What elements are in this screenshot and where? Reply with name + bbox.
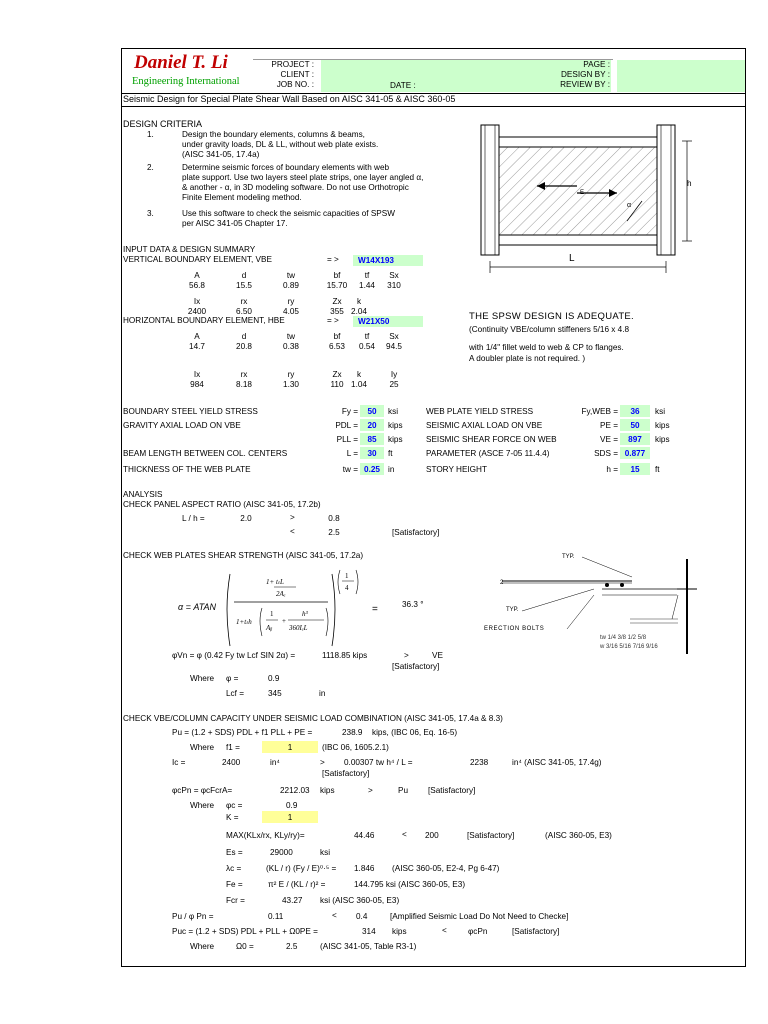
phic-value: 0.9 (286, 801, 298, 810)
vbe-check-title: CHECK VBE/COLUMN CAPACITY UNDER SEISMIC LOAD COMBINATION (AISC 341-05, 17.4a & 8.3) (123, 714, 503, 723)
prop-head: Ix (193, 370, 201, 379)
param-label: SEISMIC AXIAL LOAD ON VBE (426, 421, 543, 430)
prop-head: ry (287, 370, 295, 379)
where-label: Where (190, 743, 215, 752)
svg-text:2: 2 (500, 580, 504, 586)
param-label: PARAMETER (ASCE 7-05 11.4.4) (426, 449, 550, 458)
lt: < (402, 830, 407, 839)
lt: < (442, 926, 447, 935)
lh-value: 2.0 (240, 514, 252, 523)
calculation-sheet (121, 48, 746, 967)
page-field[interactable] (617, 60, 745, 92)
criteria-line: under gravity loads, DL & LL, without web plate exists. (182, 140, 379, 149)
alpha-value: 36.3 ° (402, 600, 424, 609)
param-unit: kips (388, 435, 403, 444)
f1-reference: (IBC 06, 1605.2.1) (322, 743, 389, 752)
vbe-section-value: W14X193 (358, 256, 394, 265)
es-value: 29000 (270, 848, 293, 857)
param-value: 36 (630, 407, 640, 416)
prop-value: 310 (387, 281, 401, 290)
prop-value: 1.44 (359, 281, 375, 290)
slenderness-equation: MAX(KLx/rx, KLy/ry)= (226, 831, 305, 840)
prop-value: 6.53 (329, 342, 345, 351)
puc-value: 314 (362, 927, 376, 936)
ratio-value: 0.11 (268, 912, 284, 921)
param-value: 20 (367, 421, 377, 430)
alpha-equation: α = ATAN (178, 602, 217, 612)
prop-value: 0.38 (283, 342, 299, 351)
param-unit: ft (388, 449, 393, 458)
result-line: (Continuity VBE/column stiffeners 5/16 x 4.8 (469, 325, 630, 334)
param-unit: ksi (388, 407, 399, 416)
prop-head: bf (333, 332, 341, 341)
param-unit: kips (655, 421, 670, 430)
param-value: 0.877 (624, 449, 646, 458)
param-symbol: h = (606, 465, 618, 474)
page-label: PAGE : (583, 60, 610, 69)
svg-text:360IₑL: 360IₑL (289, 624, 308, 632)
param-label: BOUNDARY STEEL YIELD STRESS (123, 407, 258, 416)
param-unit: in (388, 465, 395, 474)
lambda-reference: (AISC 360-05, E2-4, Pg 6-47) (392, 864, 500, 873)
criteria-num: 3. (147, 209, 154, 218)
jobno-label: JOB NO. : (276, 80, 314, 89)
kips-unit: kips (392, 927, 407, 936)
ic-label: Ic = (172, 758, 186, 767)
svg-text:TYP.: TYP. (562, 554, 575, 560)
aspect-title: CHECK PANEL ASPECT RATIO (AISC 341-05, 17.2b) (123, 500, 321, 509)
prop-head: Ix (193, 297, 201, 306)
prop-head: Sx (389, 332, 399, 341)
svg-text:h³: h³ (302, 610, 308, 618)
weld-table-tw: tw 1/4 3/8 1/2 5/8 (600, 635, 647, 641)
param-symbol: Fy = (341, 407, 358, 416)
param-symbol: PLL = (336, 435, 358, 444)
prop-value: 20.8 (236, 342, 252, 351)
f1-value: 1 (287, 743, 293, 752)
param-label: GRAVITY AXIAL LOAD ON VBE (123, 421, 241, 430)
param-label: SEISMIC SHEAR FORCE ON WEB (426, 435, 557, 444)
gt: > (290, 513, 295, 522)
lcf-label: Lcf = (226, 689, 244, 698)
satisfactory: [Satisfactory] (428, 786, 476, 795)
pu-reference: kips, (IBC 06, Eq. 16-5) (372, 728, 458, 737)
kips-unit: kips (320, 786, 335, 795)
prop-value: 2400 (187, 307, 207, 316)
designby-label: DESIGN BY : (561, 70, 610, 79)
satisfactory: [Satisfactory] (512, 927, 560, 936)
param-symbol: tw = (342, 465, 358, 474)
prop-head: Sx (389, 271, 399, 280)
prop-head: tf (364, 332, 370, 341)
svg-text:1+ tₜL: 1+ tₜL (266, 578, 284, 586)
alpha-formula-graphic (222, 564, 362, 654)
ic-unit: in⁴ (270, 758, 280, 767)
fe-equation: π² E / (KL / r)² = (268, 880, 326, 889)
where-label: Where (190, 942, 215, 951)
prop-head: tw (286, 271, 296, 280)
prop-head: d (241, 271, 247, 280)
param-unit: kips (655, 435, 670, 444)
ic-reference: in⁴ (AISC 341-05, 17.4g) (512, 758, 602, 767)
project-label: PROJECT : (271, 60, 314, 69)
param-value: 15 (630, 465, 640, 474)
param-symbol: PE = (600, 421, 618, 430)
prop-head: Iy (390, 370, 398, 379)
phivn-value: 1118.85 kips (322, 651, 368, 660)
param-unit: kips (388, 421, 403, 430)
criteria-line: Use this software to check the seismic capacities of SPSW (182, 209, 395, 218)
satisfactory: [Satisfactory] (392, 528, 440, 537)
satisfactory: [Satisfactory] (467, 831, 515, 840)
omega-value: 2.5 (286, 942, 298, 951)
es-label: Es = (226, 848, 243, 857)
erection-bolts-label: ERECTION BOLTS (484, 626, 545, 632)
param-unit: ft (655, 465, 660, 474)
prop-value: 0.54 (359, 342, 375, 351)
k-label: K = (226, 813, 239, 822)
prop-value: 56.8 (189, 281, 205, 290)
svg-text:2Aₑ: 2Aₑ (276, 590, 286, 598)
prop-head: ry (287, 297, 295, 306)
prop-head: k (356, 297, 362, 306)
prop-value: 355 (330, 307, 344, 316)
lcf-value: 345 (268, 689, 282, 698)
fe-value: 144.795 ksi (AISC 360-05, E3) (354, 880, 466, 889)
omega-reference: (AISC 341-05, Table R3-1) (320, 942, 417, 951)
ic-required: 2238 (470, 758, 489, 767)
svg-text:+: + (282, 617, 286, 625)
shear-title: CHECK WEB PLATES SHEAR STRENGTH (AISC 341-05, 17.2a) (123, 551, 364, 560)
prop-head: bf (333, 271, 341, 280)
ic-equation: 0.00307 tw h⁴ / L = (344, 758, 413, 767)
ratio-limit: 0.4 (356, 912, 368, 921)
prop-value: 1.30 (283, 380, 299, 389)
lt: < (332, 911, 337, 920)
ic-value: 2400 (222, 758, 241, 767)
prop-head: Zx (332, 370, 342, 379)
criteria-line: Design the boundary elements, columns & beams, (182, 130, 365, 139)
phi-label: φ = (226, 674, 239, 683)
slenderness-value: 44.46 (354, 831, 375, 840)
company-subtitle: Engineering International (132, 76, 240, 87)
f1-label: f1 = (226, 743, 240, 752)
length-dim-label: L (569, 253, 575, 264)
pu-value: 238.9 (342, 728, 363, 737)
k-value: 1 (287, 813, 293, 822)
param-value: 897 (628, 435, 642, 444)
spsw-frame-diagram (477, 121, 707, 276)
prop-head: d (241, 332, 247, 341)
param-symbol: PDL = (335, 421, 358, 430)
hbe-arrow: = > (327, 316, 339, 325)
fe-label: Fe = (226, 880, 243, 889)
ksi-unit: ksi (320, 848, 331, 857)
header (122, 49, 745, 93)
lambda-value: 1.846 (354, 864, 375, 873)
param-label: WEB PLATE YIELD STRESS (426, 407, 534, 416)
prop-value: 6.50 (236, 307, 252, 316)
plate-connection-detail (482, 549, 712, 659)
input-heading: INPUT DATA & DESIGN SUMMARY (123, 245, 256, 254)
angle-label: α (627, 202, 632, 209)
gt: > (320, 758, 325, 767)
lh-label: L / h = (182, 514, 205, 523)
criteria-heading: DESIGN CRITERIA (123, 119, 203, 129)
result-title: THE SPSW DESIGN IS ADEQUATE. (469, 311, 635, 322)
omega-label: Ω0 = (236, 942, 254, 951)
prop-value: 15.5 (236, 281, 252, 290)
param-value: 30 (367, 449, 377, 458)
prop-value: 984 (190, 380, 204, 389)
where-label: Where (190, 801, 215, 810)
prop-head: A (194, 271, 200, 280)
criteria-line: & another - α, in 3D modeling software. Do not use Orthotropic (182, 183, 409, 192)
criteria-num: 1. (147, 130, 154, 139)
height-dim-label: h (687, 179, 692, 188)
criteria-line: (AISC 341-05, 17.4a) (182, 150, 260, 159)
equals-sign: = (372, 604, 378, 615)
svg-text:1+tₜh: 1+tₜh (236, 618, 252, 626)
prop-head: tw (286, 332, 296, 341)
param-symbol: Fy,WEB = (581, 407, 618, 416)
result-line: A doubler plate is not required. ) (469, 354, 586, 363)
prop-head: rx (240, 297, 248, 306)
param-label: STORY HEIGHT (426, 465, 487, 474)
prop-value: 0.89 (283, 281, 299, 290)
fcr-value: 43.27 (282, 896, 303, 905)
prop-value: 2.04 (351, 307, 367, 316)
svg-text:TYP.: TYP. (506, 607, 519, 613)
prop-value: 25 (389, 380, 399, 389)
fcr-label: Fcr = (226, 896, 245, 905)
criteria-line: Determine seismic forces of boundary elements with web (182, 163, 390, 172)
param-value: 50 (367, 407, 377, 416)
lh-min: 0.8 (328, 514, 340, 523)
param-unit: ksi (655, 407, 666, 416)
criteria-line: plate support. Use two layers steel plate strips, one layer angled α, (182, 173, 424, 182)
prop-value: 15.70 (326, 281, 348, 290)
vbe-label: VERTICAL BOUNDARY ELEMENT, VBE (123, 255, 272, 264)
phipn-value: 2212.03 (280, 786, 310, 795)
pu-equation: Pu = (1.2 + SDS) PDL + f1 PLL + PE = (172, 728, 313, 737)
param-value: 0.25 (364, 465, 380, 474)
client-label: CLIENT : (280, 70, 314, 79)
ratio-reference: [Amplified Seismic Load Do Not Need to Checke] (390, 912, 569, 921)
satisfactory: [Satisfactory] (392, 662, 440, 671)
lt: < (290, 527, 295, 536)
satisfactory: [Satisfactory] (322, 769, 370, 778)
phipn-equation: φcPn = φcFcrA= (172, 786, 233, 795)
result-line: with 1/4" fillet weld to web & CP to flanges. (469, 343, 624, 352)
param-value: 85 (367, 435, 377, 444)
param-symbol: SDS = (594, 449, 618, 458)
force-label: E (580, 190, 585, 196)
svg-text:Aᵦ: Aᵦ (266, 624, 273, 632)
param-label: BEAM LENGTH BETWEEN COL. CENTERS (123, 449, 288, 458)
prop-head: k (356, 370, 362, 379)
lambda-equation: (KL / r) (Fy / E)⁰·⁵ = (266, 864, 337, 873)
svg-text:4: 4 (345, 584, 349, 592)
gt: > (404, 651, 409, 660)
prop-value: 110 (330, 380, 344, 389)
date-label: DATE : (390, 81, 416, 90)
prop-value: 8.18 (236, 380, 252, 389)
sheet-title: Seismic Design for Special Plate Shear Wall Based on AISC 341-05 & AISC 360-05 (122, 93, 746, 107)
company-name: Daniel T. Li (134, 52, 228, 73)
lh-max: 2.5 (328, 528, 340, 537)
slenderness-limit: 200 (425, 831, 439, 840)
lambda-label: λc = (226, 864, 242, 873)
param-value: 50 (630, 421, 640, 430)
weld-table-w: w 3/16 5/16 7/16 9/16 (600, 644, 658, 650)
prop-value: 14.7 (189, 342, 205, 351)
ratio-label: Pu / φ Pn = (172, 912, 214, 921)
hbe-label: HORIZONTAL BOUNDARY ELEMENT, HBE (123, 316, 285, 325)
phivn-equation: φVn = φ (0.42 Fy tw Lcf SIN 2α) = (172, 651, 296, 660)
puc-equation: Puc = (1.2 + SDS) PDL + PLL + Ω0PE = (172, 927, 318, 936)
prop-head: rx (240, 370, 248, 379)
slenderness-reference: (AISC 360-05, E3) (545, 831, 612, 840)
prop-value: 4.05 (283, 307, 299, 316)
pu-label: Pu (398, 786, 409, 795)
fcr-reference: ksi (AISC 360-05, E3) (320, 896, 400, 905)
phi-value: 0.9 (268, 674, 280, 683)
vbe-arrow: = > (327, 255, 339, 264)
lcf-unit: in (319, 689, 326, 698)
criteria-num: 2. (147, 163, 154, 172)
svg-text:1: 1 (345, 572, 349, 580)
param-symbol: L = (346, 449, 358, 458)
prop-value: 94.5 (386, 342, 402, 351)
phic-label: φc = (226, 801, 243, 810)
criteria-line: per AISC 341-05 Chapter 17. (182, 219, 288, 228)
ve-label: VE (432, 651, 443, 660)
prop-head: Zx (332, 297, 342, 306)
prop-head: A (194, 332, 200, 341)
param-label: THICKNESS OF THE WEB PLATE (123, 465, 251, 474)
criteria-line: Finite Element modeling method. (182, 193, 302, 202)
hbe-section-value: W21X50 (358, 317, 390, 326)
phipn-label: φcPn (468, 927, 488, 936)
param-symbol: VE = (600, 435, 618, 444)
prop-head: tf (364, 271, 370, 280)
gt: > (368, 786, 373, 795)
reviewby-label: REVIEW BY : (560, 80, 610, 89)
where-label: Where (190, 674, 215, 683)
svg-text:1: 1 (270, 610, 274, 618)
analysis-heading: ANALYSIS (123, 490, 163, 499)
prop-value: 1.04 (351, 380, 367, 389)
